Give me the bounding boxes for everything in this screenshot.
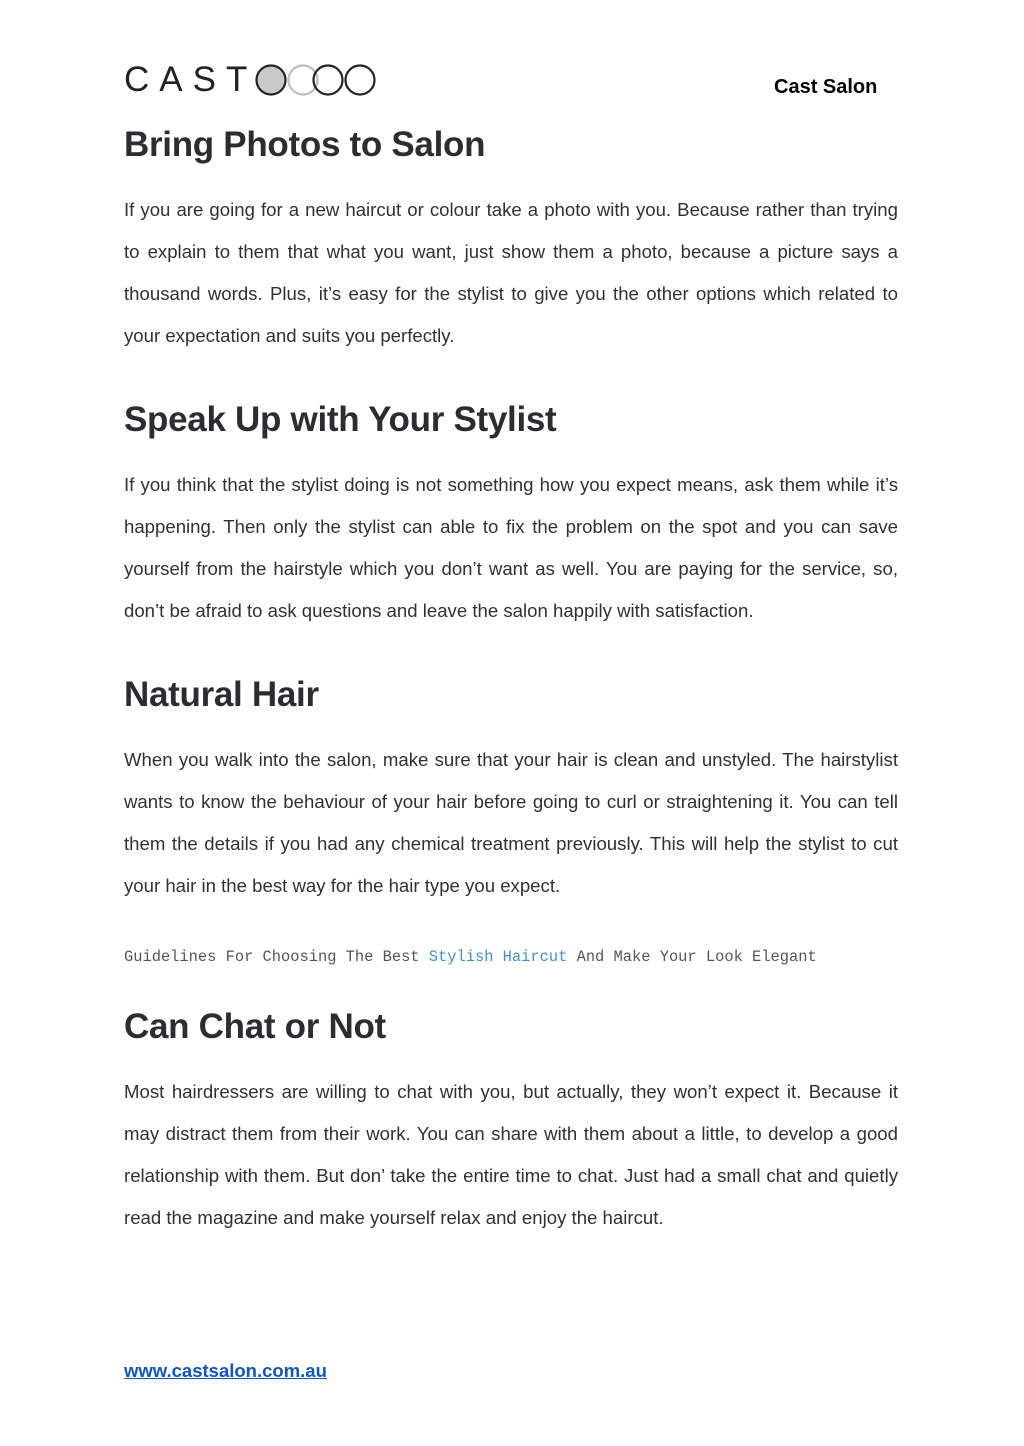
logo-text: CAST: [124, 60, 258, 99]
section-heading-natural-hair: Natural Hair: [124, 675, 319, 714]
section-heading-bring-photos: Bring Photos to Salon: [124, 125, 486, 164]
brand-name: Cast Salon: [774, 76, 878, 98]
section-heading-speak-up: Speak Up with Your Stylist: [124, 400, 557, 439]
stylish-haircut-link[interactable]: Stylish Haircut: [428, 948, 568, 966]
related-suffix: And Make Your Look Elegant: [567, 948, 817, 966]
cast-logo: [124, 62, 379, 98]
section-heading-can-chat: Can Chat or Not: [124, 1007, 386, 1046]
section-body-can-chat: Most hairdressers are willing to chat with you, but actually, they won’t expect it. Because it may distract them from their work. You can share with them about a little, to develop a good relationship with them. But don’ take the entire time to chat. Just had a small chat and quietly read the magazine and make yourself relax and enjoy the haircut.: [124, 1081, 898, 1228]
logo-circles-icon: [255, 62, 379, 98]
related-prefix: Guidelines For Choosing The Best: [124, 948, 429, 966]
related-article-line: [124, 948, 898, 966]
section-body-bring-photos: If you are going for a new haircut or colour take a photo with you. Because rather than trying to explain to them that what you want, just show them a photo, because a picture says a thousand words. Plus, it’s easy for the stylist to give you the other options which related to your expectation and suits you perfectly.: [124, 199, 898, 346]
website-link[interactable]: www.castsalon.com.au: [124, 1360, 327, 1381]
section-body-speak-up: If you think that the stylist doing is not something how you expect means, ask them while it’s happening. Then only the stylist can able to fix the problem on the spot and you can save yourself from the hairstyle which you don’t want as well. You are paying for the service, so, don’t be afraid to ask questions and leave the salon happily with satisfaction.: [124, 474, 898, 621]
section-body-natural-hair: When you walk into the salon, make sure that your hair is clean and unstyled. The hairstylist wants to know the behaviour of your hair before going to curl or straightening it. You can tell them the details if you had any chemical treatment previously. This will help the stylist to cut your hair in the best way for the hair type you expect.: [124, 749, 898, 896]
